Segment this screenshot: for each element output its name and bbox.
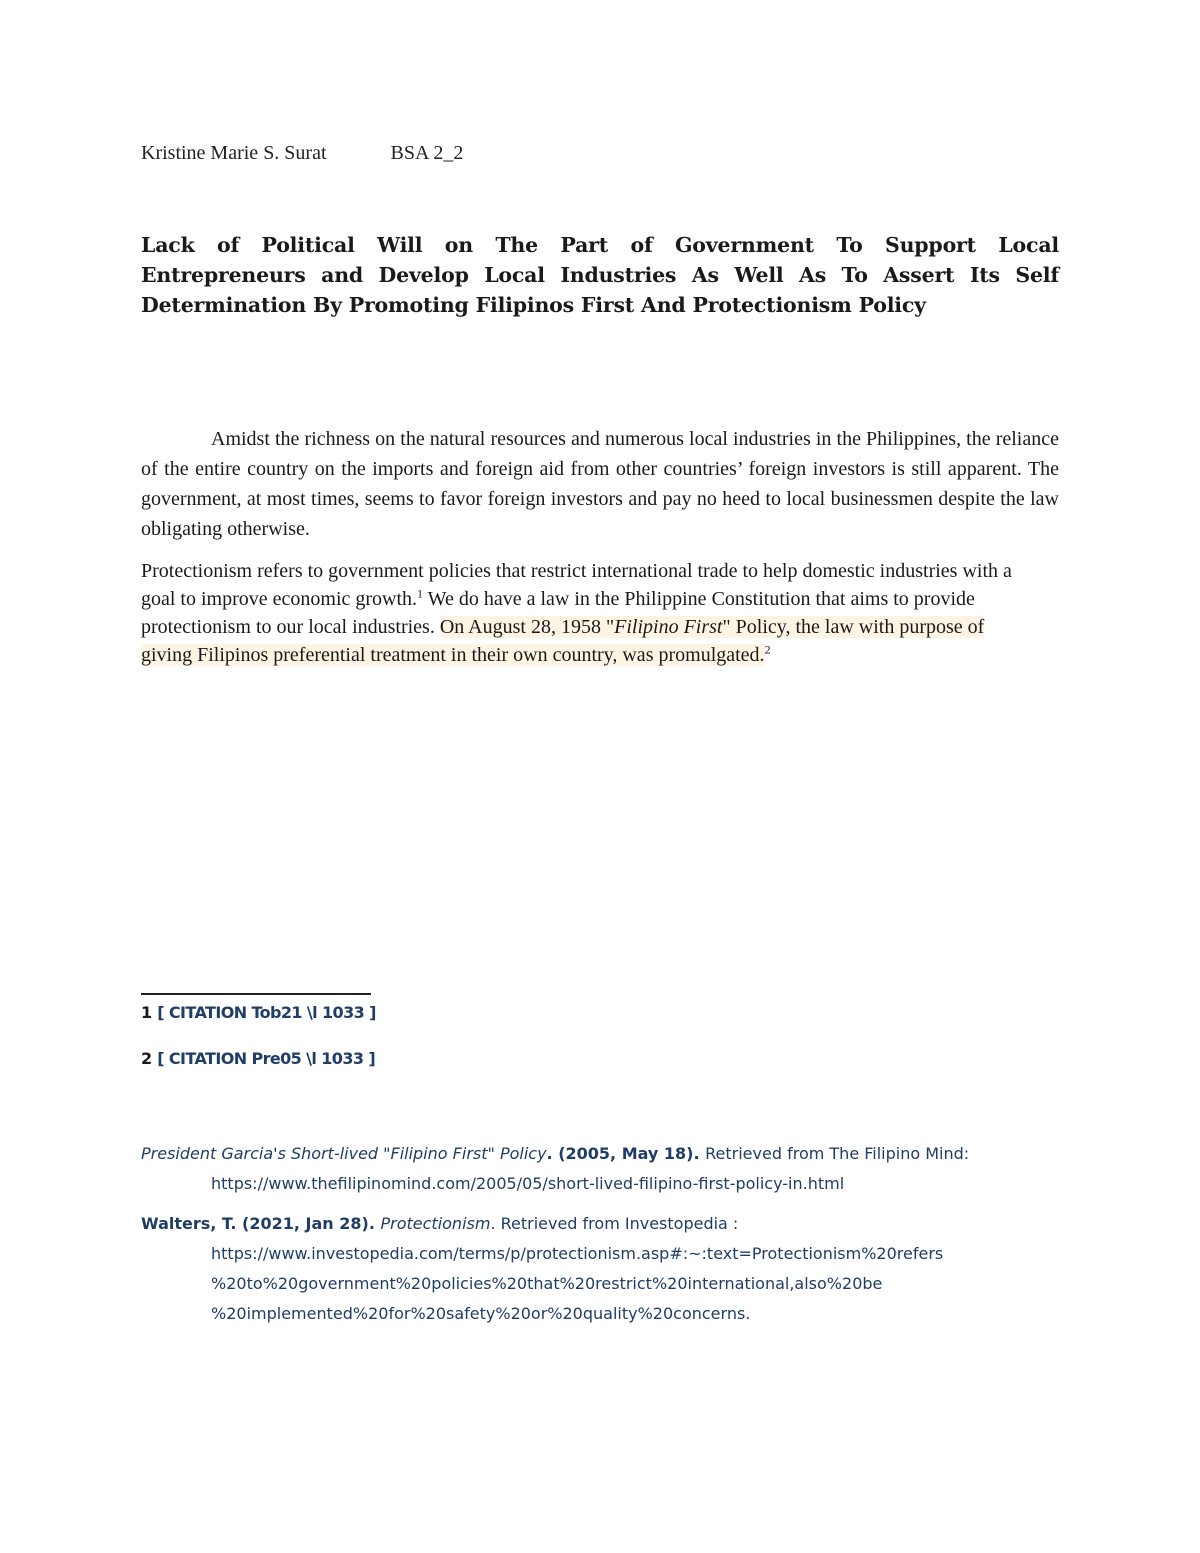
highlight-rest: Policy, the law with purpose of giving Filipinos preferential treatment in their own country, was promulgated. [141, 616, 985, 666]
bib1-title: President Garcia's Short-lived "Filipino First" Policy [141, 1144, 547, 1163]
paragraph2-part2: We do have a law in the Philippine Constitution that aims to provide protectionism to our local industries. [141, 588, 975, 638]
footnote-number: 2 [141, 1049, 153, 1068]
footnote-ref-2[interactable]: 2 [764, 642, 771, 657]
body-paragraph-1: Amidst the richness on the natural resources and numerous local industries in the Philippines, the reliance of the entire country on the imports and foreign aid from other countries’ foreign investors is still apparent. The government, at most times, seems to favor foreign investors and pay no heed to local businessmen despite the law obligating otherwise. [141, 428, 1059, 540]
footnote-ref-1[interactable]: 1 [417, 586, 424, 601]
author-header [141, 142, 463, 165]
bib1-date: . (2005, May 18). [546, 1144, 706, 1163]
bib1-source: Retrieved from The Filipino Mind: [705, 1144, 970, 1163]
quote-close: " [722, 616, 731, 638]
filipino-first-italic: Filipino First [614, 616, 723, 638]
bib2-url-line-3[interactable]: %20implemented%20for%20safety%20or%20quality%20concerns. [211, 1304, 751, 1323]
highlight-date: On August 28, 1958 [439, 616, 601, 638]
bib2-url-line-2[interactable]: %20to%20government%20policies%20that%20restrict%20international,also%20be [211, 1274, 883, 1293]
bib2-source: . Retrieved from Investopedia : [490, 1214, 739, 1233]
footnote-separator [141, 993, 371, 995]
bib2-title: Protectionism [380, 1214, 491, 1233]
paragraph2-part1: Protectionism refers to government policies that restrict international trade to help domestic industries with a goal to improve economic growth. [141, 560, 1012, 610]
bibliography-entry-1 [141, 1139, 1061, 1199]
bib1-url[interactable]: https://www.thefilipinomind.com/2005/05/short-lived-filipino-first-policy-in.html [211, 1174, 845, 1193]
document-title: Lack of Political Will on The Part of Government To Support Local Entrepreneurs and Develop Local Industries As Well As To Assert Its Self Determination By Promoting Filipinos First And Protectionism Policy [141, 233, 1059, 317]
course-section: BSA 2_2 [390, 142, 464, 164]
body-paragraph-2 [141, 557, 1031, 669]
bib2-author: Walters, T. (2021, Jan 28). [141, 1214, 381, 1233]
footnote-number: 1 [141, 1003, 153, 1022]
author-name: Kristine Marie S. Surat [141, 142, 327, 164]
citation-field[interactable]: [ CITATION Tob21 \l 1033 ] [157, 1003, 376, 1022]
footnote-2 [141, 1049, 375, 1068]
bibliography-entry-2 [141, 1209, 1061, 1329]
bib2-url-line-1[interactable]: https://www.investopedia.com/terms/p/protectionism.asp#:~:text=Protectionism%20refers [211, 1244, 944, 1263]
citation-field[interactable]: [ CITATION Pre05 \l 1033 ] [157, 1049, 376, 1068]
quote-open: " [605, 616, 615, 638]
footnote-1 [141, 1003, 376, 1022]
